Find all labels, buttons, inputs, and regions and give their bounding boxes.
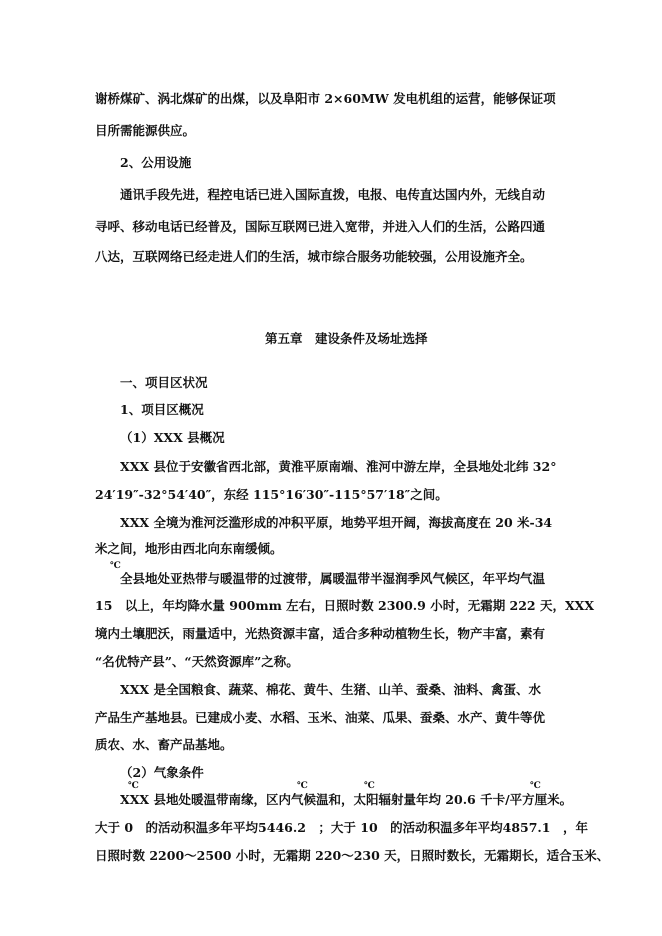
paragraph-line: 大于 0 的活动积温多年平均5446.2 ；大于 10 的活动积温多年平均4857.1 ，年 <box>95 820 588 835</box>
paragraph-line: 24′19″-32°54′40″，东经 115°16′30″-115°57′18″之间。 <box>95 487 448 502</box>
degree-celsius-symbol: ℃ <box>128 781 139 791</box>
paragraph-line: 通讯手段先进，程控电话已进入国际直拨，电报、电传直达国内外，无线自动 <box>120 187 546 202</box>
section-heading: 一、项目区状况 <box>120 375 208 390</box>
degree-celsius-symbol: ℃ <box>530 781 541 791</box>
degree-celsius-symbol: ℃ <box>364 781 375 791</box>
section-heading: （2）气象条件 <box>120 765 204 780</box>
paragraph-line: XXX 县位于安徽省西北部，黄淮平原南端、淮河中游左岸，全县地处北纬 32° <box>120 459 557 474</box>
paragraph-line: 境内土壤肥沃，雨量适中，光热资源丰富，适合多种动植物生长，物产丰富，素有 <box>95 626 546 641</box>
chapter-title: 第五章 建设条件及场址选择 <box>265 331 428 346</box>
section-heading: 2、公用设施 <box>120 155 192 170</box>
paragraph-line: 米之间，地形由西北向东南缓倾。 <box>95 541 283 556</box>
paragraph-line: XXX 全境为淮河泛滥形成的冲积平原，地势平坦开阔，海拔高度在 20 米-34 <box>120 515 553 530</box>
paragraph-line: 15 以上，年均降水量 900mm 左右，日照时数 2300.9 小时，无霜期 222 天，XXX <box>95 598 595 613</box>
paragraph-line: 八达，互联网络已经走进人们的生活，城市综合服务功能较强，公用设施齐全。 <box>95 249 533 264</box>
paragraph-line: 质农、水、畜产品基地。 <box>95 737 233 752</box>
paragraph-line: 寻呼、移动电话已经普及，国际互联网已进入宽带，并进入人们的生活，公路四通 <box>95 219 546 234</box>
degree-celsius-symbol: ℃ <box>297 781 308 791</box>
paragraph-line: XXX 县地处暖温带南缘，区内气候温和，太阳辐射量年均 20.6 千卡/平方厘米。 <box>120 792 573 807</box>
paragraph-line: “名优特产县”、“天然资源库”之称。 <box>95 654 299 669</box>
degree-celsius-symbol: ℃ <box>110 561 121 571</box>
paragraph-line: 全县地处亚热带与暖温带的过渡带，属暖温带半湿润季风气候区，年平均气温 <box>120 571 546 586</box>
paragraph-line: XXX 是全国粮食、蔬菜、棉花、黄牛、生猪、山羊、蚕桑、油料、禽蛋、水 <box>120 682 541 697</box>
paragraph-line: 目所需能源供应。 <box>95 123 196 138</box>
section-heading: （1）XXX 县概况 <box>120 430 225 445</box>
paragraph-line: 产品生产基地县。已建成小麦、水稻、玉米、油菜、瓜果、蚕桑、水产、黄牛等优 <box>95 710 546 725</box>
paragraph-line: 日照时数 2200～2500 小时，无霜期 220～230 天，日照时数长，无霜期长，适合玉米、 <box>95 848 610 863</box>
paragraph-line: 谢桥煤矿、涡北煤矿的出煤，以及阜阳市 2×60MW 发电机组的运营，能够保证项 <box>95 91 556 106</box>
section-heading: 1、项目区概况 <box>120 402 204 417</box>
